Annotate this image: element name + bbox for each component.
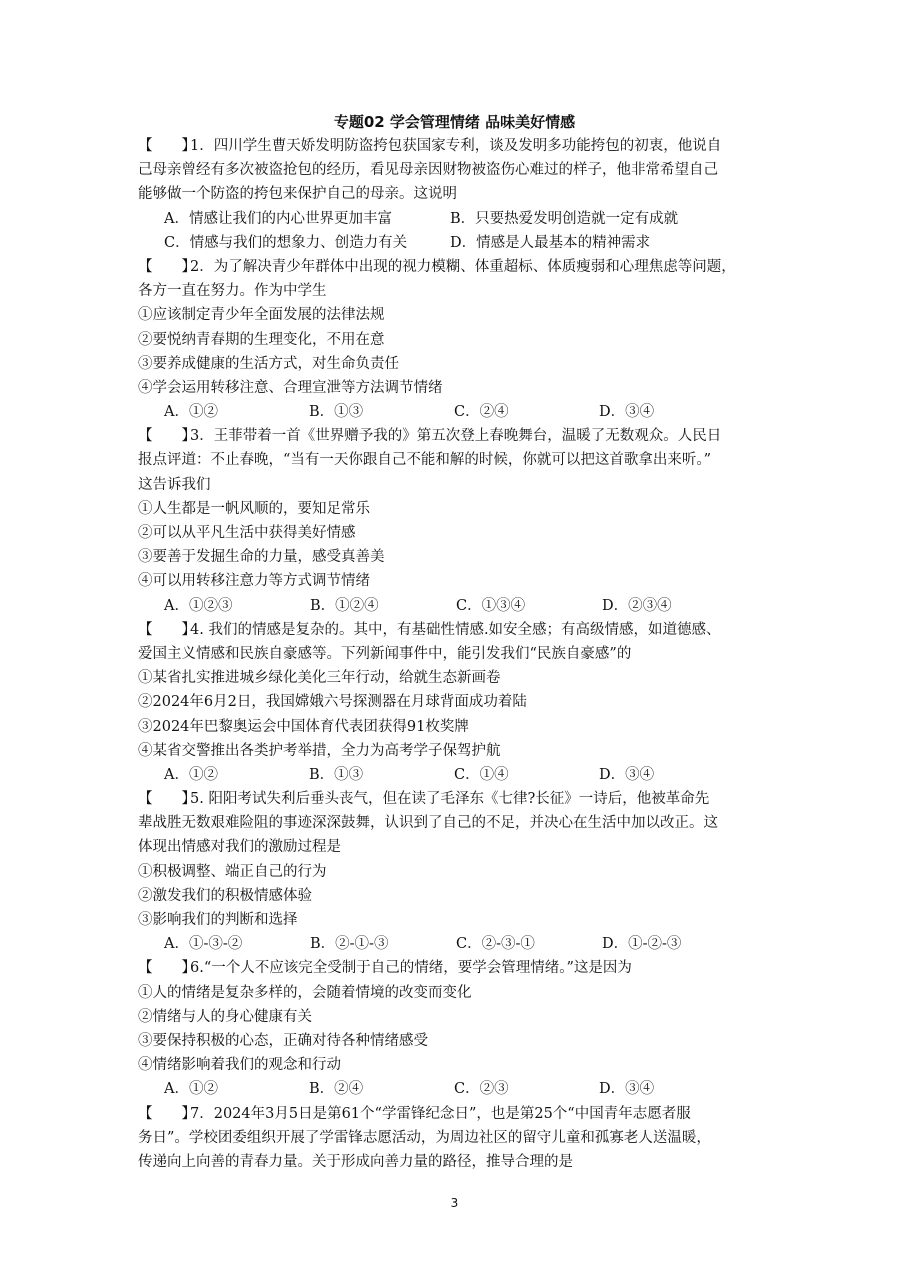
question-6-item-3: ③要保持积极的心态，正确对待各种情绪感受	[138, 1032, 428, 1049]
option-d: D．①-②-③	[602, 936, 682, 953]
question-2-item-1: ①应该制定青少年全面发展的法律法规	[138, 307, 385, 324]
option-b: B．②④	[309, 1081, 364, 1098]
option-c: C．①④	[454, 766, 509, 783]
question-2-stem-line-1: 【 】 2．为了解决青少年群体中出现的视力模糊、体重超标、体质瘦弱和心理焦虑等问题，	[138, 255, 778, 279]
page-number: 3	[450, 1196, 459, 1210]
question-3-item-3: ③要善于发掘生命的力量，感受真善美	[138, 549, 385, 566]
question-3-stem-line-1: 【 】 3．王菲带着一首《世界赠予我的》第五次登上春晚舞台，温暖了无数观众。人民日	[138, 424, 778, 448]
question-3-options	[138, 594, 778, 618]
question-3-item-4: ④可以用转移注意力等方式调节情绪	[138, 573, 370, 590]
question-4-options	[138, 763, 778, 787]
answer-bracket: 【 】	[138, 960, 196, 977]
question-4-stem-line-1: 【 】 4. 我们的情感是复杂的。其中，有基础性情感.如安全感；有高级情感，如道德感、	[138, 618, 778, 642]
option-a: A．①②	[164, 404, 218, 421]
question-6-stem-line-1: 【 】 6.“一个人不应该完全受制于自己的情绪，要学会管理情绪。”这是因为	[138, 956, 778, 980]
option-c: C．②-③-①	[456, 936, 535, 953]
option-a: A．①②	[164, 766, 218, 783]
answer-bracket: 【 】	[138, 621, 196, 638]
question-6-item-2: ②情绪与人的身心健康有关	[138, 1008, 312, 1025]
question-5-item-1: ①积极调整、端正自己的行为	[138, 863, 327, 880]
question-3-stem-line-3: 这告诉我们	[138, 476, 211, 493]
page-title: 专题02 学会管理情绪 品味美好情感	[333, 113, 576, 131]
answer-bracket: 【 】	[138, 138, 196, 154]
question-4-stem-line-2: 爱国主义情感和民族自豪感等。下列新闻事件中，能引发我们“民族自豪感”的	[138, 645, 632, 662]
question-4-item-4: ④某省交警推出各类护考举措，全力为高考学子保驾护航	[138, 742, 501, 759]
question-5-stem-line-2: 辈战胜无数艰难险阻的事迹深深鼓舞，认识到了自己的不足，并决心在生活中加以改正。这	[138, 815, 718, 832]
option-c: C．②④	[454, 404, 509, 421]
question-4-item-3: ③2024年巴黎奥运会中国体育代表团获得91枚奖牌	[138, 718, 469, 735]
question-1-options-row-2	[138, 231, 778, 255]
question-3-item-1: ①人生都是一帆风顺的，要知足常乐	[138, 500, 370, 517]
question-7-stem-line-1: 【 】 7．2024年3月5日是第61个“学雷锋纪念日”，也是第25个“中国青年志愿者服	[138, 1102, 778, 1126]
question-5-stem-line-3: 体现出情感对我们的激励过程是	[138, 839, 341, 856]
option-d: D．③④	[599, 404, 655, 421]
question-5-stem-line-1: 【 】 5. 阳阳考试失利后垂头丧气，但在读了毛泽东《七律?长征》一诗后，他被革命先	[138, 787, 778, 811]
option-d: D．③④	[599, 766, 655, 783]
answer-bracket: 【 】	[138, 1105, 196, 1122]
option-b: B．①③	[309, 404, 364, 421]
question-1-stem-line-2: 己母亲曾经有多次被盗抢包的经历，看见母亲因财物被盗伤心难过的样子，他非常希望自己	[138, 162, 718, 179]
option-c: C．②③	[454, 1081, 509, 1098]
question-2-item-2: ②要悦纳青春期的生理变化，不用在意	[138, 331, 385, 348]
question-5-options	[138, 932, 778, 956]
question-6-item-1: ①人的情绪是复杂多样的，会随着情境的改变而变化	[138, 984, 472, 1001]
question-7-stem-line-3: 传递向上向善的青春力量。关于形成向善力量的路径，推导合理的是	[138, 1153, 573, 1170]
option-b: B．①②④	[310, 597, 379, 614]
question-5-item-2: ②激发我们的积极情感体验	[138, 887, 312, 904]
question-2-item-4: ④学会运用转移注意、合理宣泄等方法调节情绪	[138, 379, 443, 396]
option-a: A．①②	[164, 1081, 218, 1098]
question-2-options	[138, 400, 778, 424]
option-a: A．①-③-②	[164, 936, 243, 953]
question-3-item-2: ②可以从平凡生活中获得美好情感	[138, 525, 356, 541]
answer-bracket: 【 】	[138, 791, 196, 808]
option-c: C．①③④	[456, 597, 526, 614]
question-2-item-3: ③要养成健康的生活方式，对生命负责任	[138, 355, 399, 372]
answer-bracket: 【 】	[138, 428, 196, 445]
question-1-stem-line-3: 能够做一个防盗的挎包来保护自己的母亲。这说明	[138, 186, 457, 203]
option-d: D．③④	[599, 1081, 655, 1098]
question-3-stem-line-2: 报点评道：不止春晚，“当有一天你跟自己不能和解的时候，你就可以把这首歌拿出来听。”	[138, 452, 712, 469]
option-b: B．②-①-③	[310, 936, 389, 953]
question-5-item-3: ③影响我们的判断和选择	[138, 912, 298, 928]
question-list	[138, 134, 778, 1174]
option-a: A．①②③	[164, 597, 233, 614]
answer-bracket: 【 】	[138, 258, 196, 275]
question-1-options-row-1	[138, 207, 778, 231]
option-b: B．①③	[309, 766, 364, 783]
question-7-stem-line-2: 务日”。学校团委组织开展了学雷锋志愿活动，为周边社区的留守儿童和孤寡老人送温暖，	[138, 1129, 711, 1146]
question-2-stem-line-2: 各方一直在努力。作为中学生	[138, 283, 327, 300]
option-a: A．情感让我们的内心世界更加丰富	[164, 210, 392, 227]
question-4-item-1: ①某省扎实推进城乡绿化美化三年行动，给就生态新画卷	[138, 670, 501, 687]
option-d: D．②③④	[602, 597, 672, 614]
question-4-item-2: ②2024年6月2日，我国嫦娥六号探测器在月球背面成功着陆	[138, 694, 527, 711]
question-1-stem-line-1: 【 】 1．四川学生曹天娇发明防盗挎包获国家专利，谈及发明多功能挎包的初衷，他说自	[138, 134, 778, 158]
option-b: B．只要热爱发明创造就一定有成就	[450, 210, 679, 227]
option-c: C．情感与我们的想象力、创造力有关	[164, 234, 408, 251]
option-d: D．情感是人最基本的精神需求	[450, 234, 651, 251]
question-6-options	[138, 1077, 778, 1101]
question-6-item-4: ④情绪影响着我们的观念和行动	[138, 1057, 341, 1074]
